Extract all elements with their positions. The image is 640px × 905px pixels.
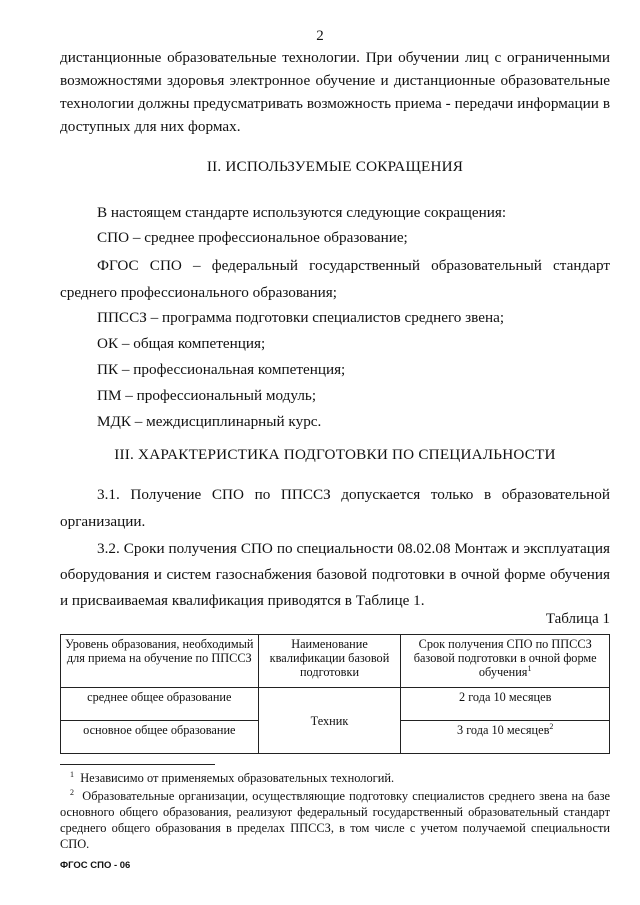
abbr-fgos: ФГОС СПО – федеральный государственный образовательный стандарт среднего профессионального образования; [60,257,610,301]
footnote-1 [60,770,610,786]
footnote-2-mark: 2 [70,787,74,797]
header-education-level [61,635,259,688]
row2-education-level [61,721,259,754]
abbr-spo: СПО – среднее профессиональное образование; [97,229,408,246]
row2-term [401,721,610,754]
page-number: 2 [316,28,324,44]
header-term [401,635,610,688]
abbr-pm: ПМ – профессиональный модуль; [97,387,317,404]
abbr-ppssz: ППССЗ – программа подготовки специалистов среднего звена; [97,309,505,326]
footnote-2-text: Образовательные организации, осуществляющие подготовку специалистов среднего звена на базе основного общего образования, реализуют федеральный государственный образовательный стандарт среднего общего образования в пределах ППССЗ, в том числе с учетом получаемой специальности СПО. [60,789,610,851]
header-education-level-text: Уровень образования, необходимый для приема на обучение по ППССЗ [65,637,254,665]
abbreviations-lead: В настоящем стандарте используются следующие сокращения: [97,204,507,221]
footnote-mark-2: 2 [549,721,554,731]
intro-paragraph: дистанционные образовательные технологии. При обучении лиц с ограниченными возможностями здоровья электронное обучение и дистанционные образовательные технологии должны предусматривать возможность приема - передачи информации в доступных для них формах. [60,49,610,135]
footnote-divider [60,764,215,765]
header-qualification [258,635,401,688]
section-heading-characteristics: III. ХАРАКТЕРИСТИКА ПОДГОТОВКИ ПО СПЕЦИАЛЬНОСТИ [114,446,556,463]
row1-education-level [61,688,259,721]
row2-education-level-text: основное общее образование [83,723,236,737]
footnote-1-text: Независимо от применяемых образовательных технологий. [80,771,395,785]
abbr-pk: ПК – профессиональная компетенция; [97,361,346,378]
qualification-table [60,634,610,754]
abbr-mdk: МДК – междисциплинарный курс. [97,413,322,430]
row1-term [401,688,610,721]
header-term-text: Срок получения СПО по ППССЗ базовой подготовки в очной форме обучения [413,637,597,679]
paragraph-3-1: 3.1. Получение СПО по ППССЗ допускается только в образовательной организации. [60,486,610,530]
footer-code: ФГОС СПО - 06 [60,860,131,871]
table-caption: Таблица 1 [545,611,610,627]
footnote-2 [60,788,610,852]
row2-term-text: 3 года 10 месяцев [456,723,550,737]
footnote-1-mark: 1 [70,769,74,779]
table-row [61,688,610,721]
qualification-cell [258,688,401,754]
table-header-row [61,635,610,688]
footnotes [60,770,610,852]
header-qualification-text: Наименование квалификации базовой подготовки [269,637,390,679]
row1-education-level-text: среднее общее образование [87,690,232,704]
abbr-ok: ОК – общая компетенция; [97,335,266,352]
row1-term-text: 2 года 10 месяцев [458,690,552,704]
paragraph-3-2: 3.2. Сроки получения СПО по специальности 08.02.08 Монтаж и эксплуатация оборудования и систем газоснабжения базовой подготовки в очной форме обучения и присваиваемая квалификация приводятся в Таблице 1. [60,540,610,609]
section-heading-abbreviations: II. ИСПОЛЬЗУЕМЫЕ СОКРАЩЕНИЯ [206,158,464,175]
qualification-text: Техник [310,713,349,728]
footnote-mark-1: 1 [527,663,532,673]
